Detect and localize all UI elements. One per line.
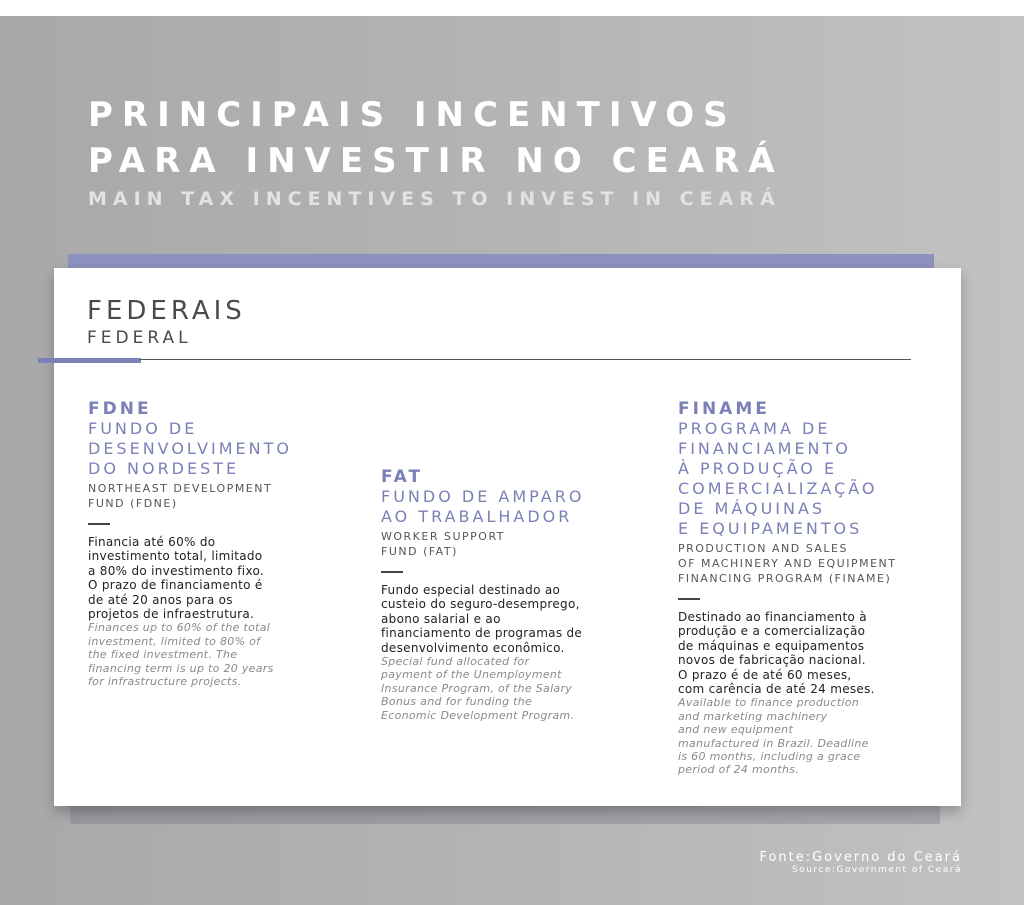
incentive-full-name: FUNDO DE AMPARO AO TRABALHADOR bbox=[381, 487, 585, 526]
incentive-full-name: FUNDO DE DESENVOLVIMENTO DO NORDESTE bbox=[88, 419, 292, 478]
incentive-english-name: PRODUCTION AND SALES OF MACHINERY AND EQUIPMENT FINANCING PROGRAM (FINAME) bbox=[678, 542, 897, 585]
incentive-description-pt: Fundo especial destinado ao custeio do seguro-desemprego, abono salarial e ao financiamento de programas de desenvolvimento econômico. bbox=[381, 583, 583, 655]
incentive-dash bbox=[381, 571, 403, 573]
incentive-column-fdne bbox=[88, 399, 338, 688]
top-strip bbox=[0, 0, 1024, 16]
incentive-english-name: NORTHEAST DEVELOPMENT FUND (FDNE) bbox=[88, 482, 273, 510]
incentive-dash bbox=[88, 523, 110, 525]
incentive-description-en: Available to finance production and marketing machinery and new equipment manufactured in Brazil. Deadline is 60 months, including a grace period of 24 months. bbox=[678, 696, 869, 777]
card-shadow bbox=[70, 806, 940, 824]
incentive-description-en: Special fund allocated for payment of the Unemployment Insurance Program, of the Salary Bonus and for funding the Economic Development Program. bbox=[381, 655, 575, 722]
source-credit-pt: Fonte:Governo do Ceará bbox=[759, 850, 962, 865]
page-title bbox=[88, 92, 784, 184]
incentive-acronym: FINAME bbox=[678, 399, 770, 419]
incentives-card bbox=[54, 268, 961, 806]
section-accent-bar bbox=[38, 358, 141, 363]
incentive-column-finame bbox=[678, 399, 938, 777]
incentive-description-pt: Financia até 60% do investimento total, limitado a 80% do investimento fixo. O prazo de financiamento é de até 20 anos para os projetos de infraestrutura. bbox=[88, 535, 265, 622]
incentive-dash bbox=[678, 598, 700, 600]
incentive-full-name: PROGRAMA DE FINANCIAMENTO À PRODUÇÃO E COMERCIALIZAÇÃO DE MÁQUINAS E EQUIPAMENTOS bbox=[678, 419, 878, 538]
incentive-column-fat bbox=[381, 467, 641, 722]
source-credit bbox=[759, 850, 962, 875]
page-title-line-2: PARA INVESTIR NO CEARÁ bbox=[88, 141, 784, 181]
incentive-description-en: Finances up to 60% of the total investment, limited to 80% of the fixed investment. The financing term is up to 20 years for infrastructure projects. bbox=[88, 621, 274, 689]
incentive-acronym: FAT bbox=[381, 467, 424, 487]
incentive-description-pt: Destinado ao financiamento à produção e a comercialização de máquinas e equipamentos novos de fabricação nacional. O prazo é de até 60 meses, com carência de até 24 meses. bbox=[678, 610, 875, 697]
incentive-acronym: FDNE bbox=[88, 399, 152, 419]
section-subtitle: FEDERAL bbox=[87, 328, 192, 348]
source-credit-en: Source:Government of Ceará bbox=[791, 865, 962, 875]
section-title: FEDERAIS bbox=[87, 296, 246, 326]
page-title-line-1: PRINCIPAIS INCENTIVOS bbox=[88, 95, 737, 135]
section-divider bbox=[140, 359, 911, 360]
page-subtitle: MAIN TAX INCENTIVES TO INVEST IN CEARÁ bbox=[88, 188, 781, 210]
incentive-english-name: WORKER SUPPORT FUND (FAT) bbox=[381, 530, 506, 558]
